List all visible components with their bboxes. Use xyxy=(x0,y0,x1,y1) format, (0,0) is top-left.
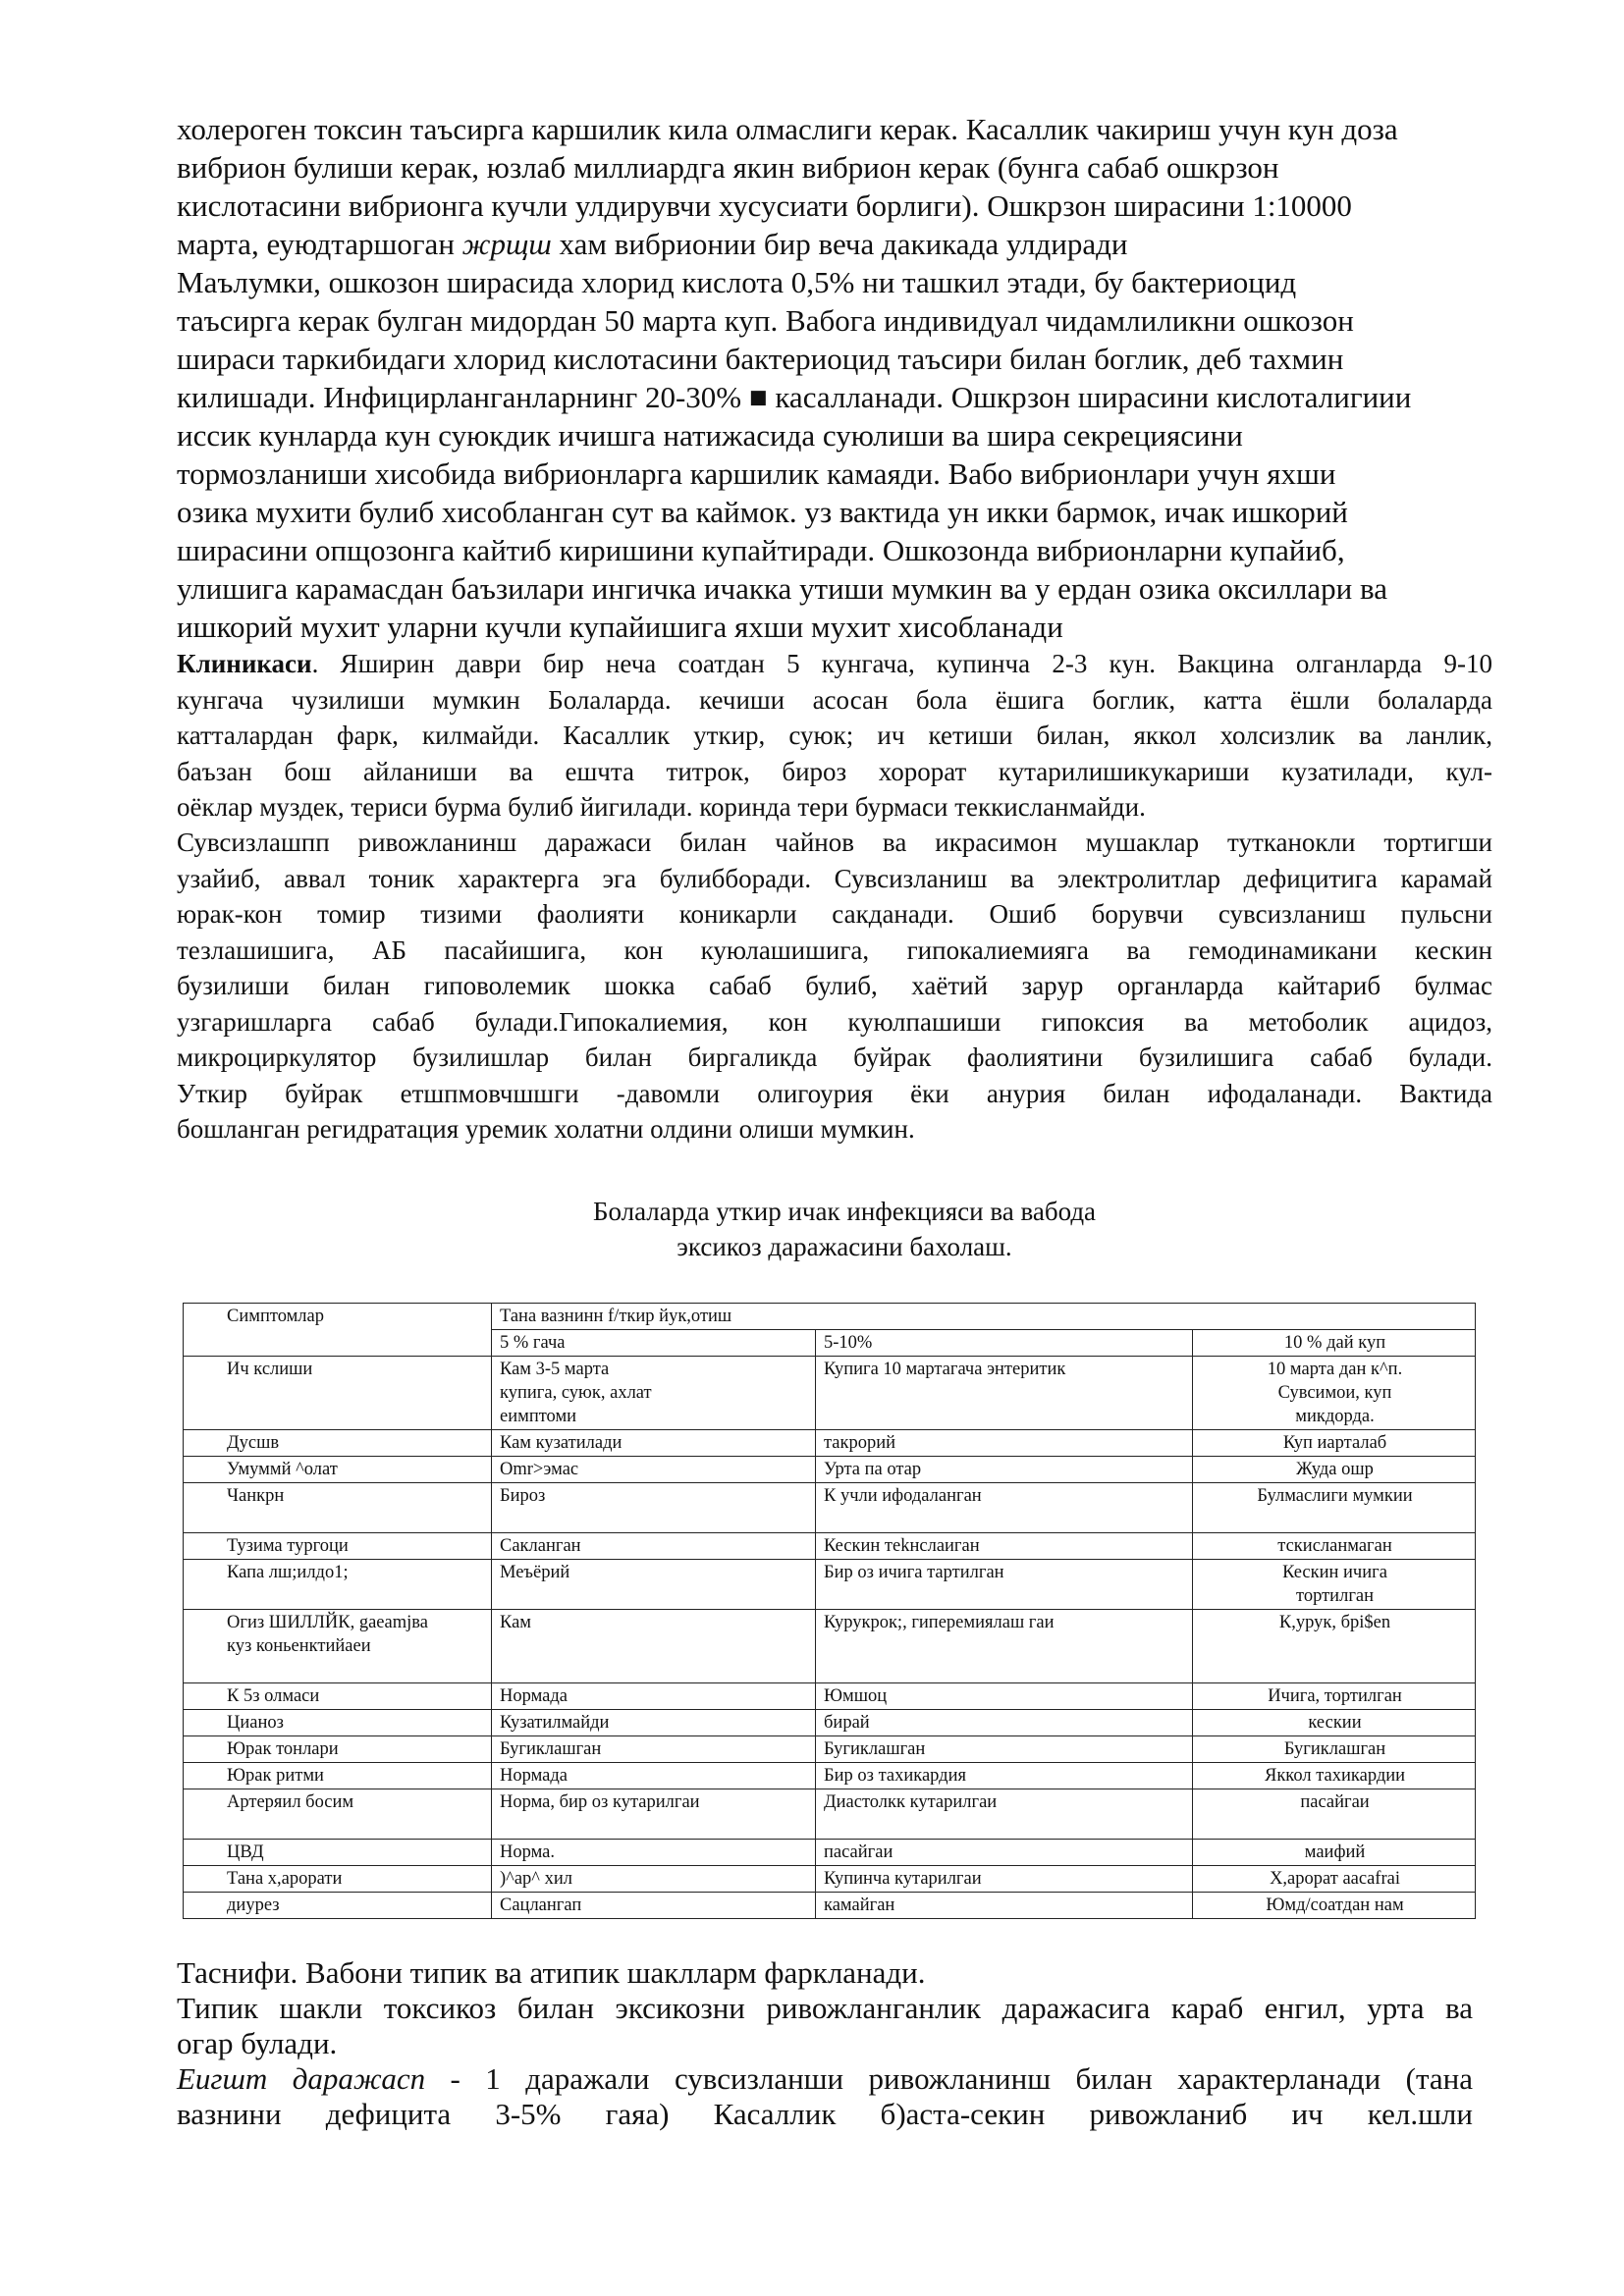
table-cell: Ичига, тортилган xyxy=(1193,1683,1476,1710)
text-line: таъсирга керак булган мидордан 50 марта куп. Вабога индивидуал чидамлиликни ошкозон xyxy=(177,303,1354,338)
dehydration-paragraph xyxy=(177,825,1492,1148)
table-cell: Бугиклашган xyxy=(1193,1736,1476,1763)
table-cell: Курукрок;, гиперемиялаш гаи xyxy=(816,1610,1193,1683)
table-cell: бирай xyxy=(816,1710,1193,1736)
clinic-heading: Клиникаси xyxy=(177,649,312,678)
table-cell: Яккол тахикардии xyxy=(1193,1763,1476,1789)
table-cell: Кузатилмайди xyxy=(492,1710,816,1736)
table-cell: Бир оз тахикардия xyxy=(816,1763,1193,1789)
table-cell: К 5з олмаси xyxy=(184,1683,492,1710)
table-cell: такрорий xyxy=(816,1430,1193,1457)
text-line: баъзан бош айланиши ва ешчта титрок, бироз хорорат кутарилишикукариши кузатилади, кул- xyxy=(177,756,1492,786)
table-row xyxy=(184,1610,1476,1683)
table-cell: Урта па отар xyxy=(816,1457,1193,1483)
table-cell: Артеряил босим xyxy=(184,1789,492,1840)
text-line: Уткир буйрак етшпмовчшшги -давомли олигоурия ёки анурия билан ифодаланади. Вактида xyxy=(177,1078,1492,1108)
table-cell: Диастолкк кутарилгаи xyxy=(816,1789,1193,1840)
table-row xyxy=(184,1736,1476,1763)
table-cell: Нормада xyxy=(492,1763,816,1789)
table-cell: Цианоз xyxy=(184,1710,492,1736)
table-cell: )^ар^ хил xyxy=(492,1866,816,1893)
table-cell: Тана х,арорати xyxy=(184,1866,492,1893)
table-cell: Чанкрн xyxy=(184,1483,492,1533)
text-line: марта, еуюдтаршоган жрщш хам вибрионии бир веча дакикада улдиради xyxy=(177,227,1128,261)
classification-section xyxy=(177,1955,1473,2132)
text-line: Типик шакли токсикоз билан эксикозни ривожланганлик даражасига караб енгил, урта ва xyxy=(177,1991,1473,2025)
table-cell: Юмд/соатдан нам xyxy=(1193,1893,1476,1919)
table-cell: Бир оз ичига тартилган xyxy=(816,1560,1193,1610)
table-cell: пасайгаи xyxy=(816,1840,1193,1866)
table-header-cell: 5 % гача xyxy=(492,1330,816,1357)
table-cell: Бугиклашган xyxy=(492,1736,816,1763)
table-cell: Omr>эмас xyxy=(492,1457,816,1483)
text-line: ишкорий мухит уларни кучли купайишига яхши мухит хисобланади xyxy=(177,610,1063,644)
table-cell: Кам кузатилади xyxy=(492,1430,816,1457)
text-line: улишига карамасдан баъзилари ингичка ичакка утиши мумкин ва у ердан озика оксиллари ва xyxy=(177,571,1388,606)
table-cell: Сацлангап xyxy=(492,1893,816,1919)
text-line: иссик кунларда кун суюкдик ичишга натижасида суюлиши ва шира секрециясини xyxy=(177,418,1243,453)
text-line: Маълумки, ошкозон ширасида хлорид кислота 0,5% ни ташкил этади, бу бактериоцид xyxy=(177,265,1297,299)
text-line: бузилиши билан гиповолемик шокка сабаб булиб, хаётий зарур органларда кайтариб булмас xyxy=(177,971,1492,1000)
text-line: тормозланиши хисобида вибрионларга каршилик камаяди. Вабо вибрионлари учун яхши xyxy=(177,456,1336,491)
text-line xyxy=(177,646,1492,682)
table-cell: Бугиклашган xyxy=(816,1736,1193,1763)
table-cell: Юрак тонлари xyxy=(184,1736,492,1763)
intro-paragraph xyxy=(177,110,1492,646)
symptoms-table xyxy=(183,1303,1476,1919)
table-cell: Бироз xyxy=(492,1483,816,1533)
table-cell: Булмаслиги мумкии xyxy=(1193,1483,1476,1533)
table-row xyxy=(184,1710,1476,1736)
text-line: Таснифи. Вабони типик ва атипик шаклларм фаркланади. xyxy=(177,1955,926,1990)
italic-term: Еигшт даражасп xyxy=(177,2061,426,2096)
table-cell: Умуммй ^олат xyxy=(184,1457,492,1483)
table-cell: маифий xyxy=(1193,1840,1476,1866)
text-line: оёклар муздек, териси бурма булиб йигилади. коринда тери бурмаси теккисланмайди. xyxy=(177,792,1146,822)
table-cell: Норма. xyxy=(492,1840,816,1866)
table-header-cell: 5-10% xyxy=(816,1330,1193,1357)
italic-word: жрщш xyxy=(461,227,552,261)
text-line: кислотасини вибрионга кучли улдирувчи хусусиати борлиги). Ошкрзон ширасини 1:10000 xyxy=(177,188,1352,223)
table-row xyxy=(184,1483,1476,1533)
table-cell: К учли ифодаланган xyxy=(816,1483,1193,1533)
table-header-cell: Тана вазнинн f/ткир йук,отиш xyxy=(492,1304,1476,1330)
table-cell: пасайгаи xyxy=(1193,1789,1476,1840)
table-cell: Кескин теkнслаиган xyxy=(816,1533,1193,1560)
table-header-cell: 10 % дай куп xyxy=(1193,1330,1476,1357)
table-row xyxy=(184,1683,1476,1710)
table-cell: ЦВД xyxy=(184,1840,492,1866)
table-body xyxy=(184,1304,1476,1919)
table-title xyxy=(373,1194,1316,1264)
table-header-cell: Симптомлар xyxy=(184,1304,492,1357)
table-cell: Куп иарталаб xyxy=(1193,1430,1476,1457)
table-row xyxy=(184,1789,1476,1840)
text-line: бошланган регидратация уремик холатни олдини олиши мумкин. xyxy=(177,1114,915,1144)
text-line: килишади. Инфицирланганларнинг 20-30% ■ касалланади. Ошкрзон ширасини кислоталигиии xyxy=(177,380,1412,414)
table-cell: Юмшоц xyxy=(816,1683,1193,1710)
text-line: Сувсизлашпп ривожланинш даражаси билан чайнов ва икрасимон мушаклар тутканокли тортигши xyxy=(177,828,1492,857)
text-line: озика мухити булиб хисобланган сут ва каймок. уз вактида ун икки бармок, ичак ишкорий xyxy=(177,495,1348,529)
text-line: вазнини дефицита 3-5% гаяа) Касаллик б)аста-секин ривожланиб ич кел.шли xyxy=(177,2097,1473,2131)
text-line-with-italic xyxy=(177,225,1492,263)
table-cell: Кам 3-5 марта купига, суюк, ахлат еимптоми xyxy=(492,1357,816,1430)
table-row xyxy=(184,1840,1476,1866)
text-line: холероген токсин таъсирга каршилик кила олмаслиги керак. Касаллик чакириш учун кун доза xyxy=(177,112,1398,146)
text-line xyxy=(177,2061,1473,2097)
table-cell: Кескин ичига тортилган xyxy=(1193,1560,1476,1610)
table-cell: Купинча кутарилгаи xyxy=(816,1866,1193,1893)
table-row xyxy=(184,1457,1476,1483)
table-cell: Ич кслиши xyxy=(184,1357,492,1430)
table-row xyxy=(184,1763,1476,1789)
table-row xyxy=(184,1533,1476,1560)
clinic-paragraph xyxy=(177,646,1492,826)
text-line: шираси таркибидаги хлорид кислотасини бактериоцид таъсири билан боглик, деб тахмин xyxy=(177,342,1344,376)
table-cell: Огиз ШИЛЛЙК, gaeamjва куз коньенктийаеи xyxy=(184,1610,492,1683)
table-row xyxy=(184,1430,1476,1457)
table-row xyxy=(184,1560,1476,1610)
table-cell: Сакланган xyxy=(492,1533,816,1560)
table-cell: Юрак ритми xyxy=(184,1763,492,1789)
table-cell: Нормада xyxy=(492,1683,816,1710)
table-cell: кескии xyxy=(1193,1710,1476,1736)
clinic-line-text: . Яширин даври бир неча соатдан 5 кунгача, купинча 2-3 кун. Вакцина олганларда 9-10 xyxy=(311,649,1492,678)
table-cell: 10 марта дан к^п. Сувсимои, куп микдорда. xyxy=(1193,1357,1476,1430)
table-row xyxy=(184,1866,1476,1893)
table-cell: Тузима тургоци xyxy=(184,1533,492,1560)
text-line: узгаришларга сабаб булади.Гипокалиемия, кон куюлпашиши гипоксия ва метоболик ацидоз, xyxy=(177,1006,1492,1037)
table-cell: Кам xyxy=(492,1610,816,1683)
table-cell: Норма, бир оз кутарилгаи xyxy=(492,1789,816,1840)
table-title-line: Болаларда уткир ичак инфекцияси ва вабода xyxy=(592,1197,1097,1226)
text-line: юрак-кон томир тизими фаолияти коникарли сакданади. Ошиб борувчи сувсизланиш пульсни xyxy=(177,899,1492,929)
text-line: узайиб, аввал тоник характерга эга булибборади. Сувсизланиш ва электролитлар дефицитига карамай xyxy=(177,863,1492,893)
table-cell: диурез xyxy=(184,1893,492,1919)
table-header-row xyxy=(184,1304,1476,1330)
table-cell: тскисланмаган xyxy=(1193,1533,1476,1560)
text-line: огар булади. xyxy=(177,2026,338,2060)
table-cell: Жуда ошр xyxy=(1193,1457,1476,1483)
table-title-line: эксикоз даражасини бахолаш. xyxy=(677,1232,1012,1261)
table-cell: Капа лш;илдо1; xyxy=(184,1560,492,1610)
table-cell: Меъёрий xyxy=(492,1560,816,1610)
text-line: тезлашишига, АБ пасайишига, кон куюлашишига, гипокалиемияга ва гемодинамикани кескин xyxy=(177,934,1492,965)
table-cell: Х,арорат aacafrai xyxy=(1193,1866,1476,1893)
table-cell: К,урук, бpi$en xyxy=(1193,1610,1476,1683)
text-line: вибрион булиши керак, юзлаб миллиардга якин вибрион керак (бунга сабаб ошкрзон xyxy=(177,150,1279,185)
table-row xyxy=(184,1357,1476,1430)
text-line-rest: - 1 даражали сувсизланши ривожланинш билан характерланади (тана xyxy=(425,2061,1474,2096)
table-row xyxy=(184,1893,1476,1919)
table-cell: камайган xyxy=(816,1893,1193,1919)
text-line: ширасини опщозонга кайтиб киришини купайтиради. Ошкозонда вибрионларни купайиб, xyxy=(177,533,1345,567)
table-cell: Дусшв xyxy=(184,1430,492,1457)
text-line: кунгача чузилиши мумкин Болаларда. кечиши асосан бола ёшига боглик, катта ёшли болаларда xyxy=(177,684,1492,715)
text-line: микроциркулятор бузилишлар билан биргаликда буйрак фаолиятини бузилишига сабаб булади. xyxy=(177,1042,1492,1072)
text-line: катталардан фарк, килмайди. Касаллик уткир, суюк; ич кетиши билан, яккол холсизлик ва ланлик, xyxy=(177,721,1492,750)
table-cell: Купига 10 мартагача энтеритик xyxy=(816,1357,1193,1430)
